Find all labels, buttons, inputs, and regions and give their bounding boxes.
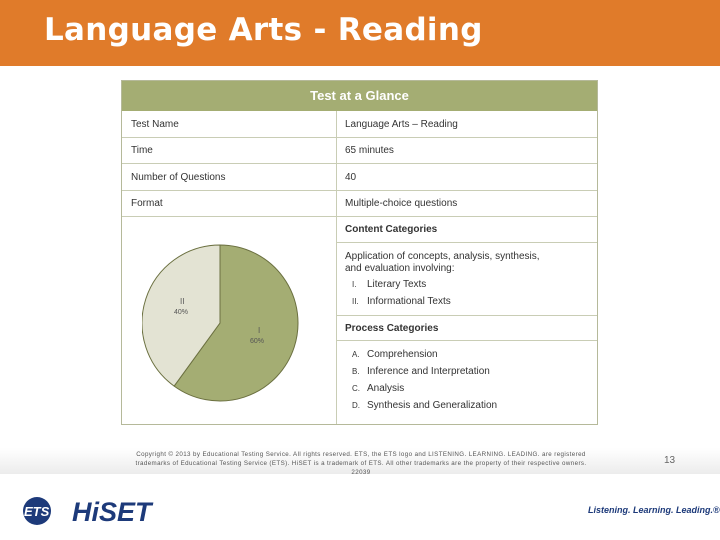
item-text: Literary Texts [367, 279, 427, 290]
table-row [122, 138, 597, 164]
category-pie-chart [142, 241, 312, 411]
row-label: Test Name [131, 119, 179, 130]
item-text: Inference and Interpretation [367, 366, 490, 377]
list-item [352, 296, 451, 307]
ets-tagline: Listening. Learning. Leading.® [588, 505, 720, 515]
ets-logo-text: ETS [24, 504, 50, 519]
table-heading: Test at a Glance [122, 81, 597, 111]
table-row [122, 191, 597, 217]
item-text: Informational Texts [367, 296, 451, 307]
item-number: C. [352, 384, 360, 393]
table-row [122, 164, 597, 191]
row-value: Language Arts – Reading [345, 119, 458, 130]
row-value: 40 [345, 172, 357, 183]
hiset-logo-text: HiSET [72, 497, 152, 526]
content-desc-line: and evaluation involving: [345, 263, 455, 274]
row-label: Format [131, 198, 163, 209]
row-label: Time [131, 145, 153, 156]
slide-number: 13 [664, 455, 676, 466]
ets-logo [22, 496, 64, 526]
cell-divider [337, 315, 597, 316]
cell-divider [337, 340, 597, 341]
item-text: Synthesis and Generalization [367, 400, 498, 411]
list-item [352, 383, 404, 394]
item-number: II. [352, 297, 359, 306]
slide-header [0, 0, 720, 66]
item-number: D. [352, 401, 360, 410]
hiset-logo [70, 494, 162, 526]
item-text: Analysis [367, 383, 405, 394]
slide-title: Language Arts - Reading [44, 12, 483, 48]
row-label: Number of Questions [131, 172, 226, 183]
test-at-a-glance-table [121, 80, 598, 425]
pie-pct-ii: 40% [174, 309, 189, 316]
content-categories-title: Content Categories [345, 224, 438, 235]
pie-pct-i: 60% [250, 338, 265, 345]
content-desc-line: Application of concepts, analysis, synthesis, [345, 251, 540, 262]
list-item [352, 366, 490, 377]
item-number: B. [352, 367, 360, 376]
item-number: I. [352, 280, 357, 289]
list-item [352, 400, 497, 411]
row-value: 65 minutes [345, 145, 394, 156]
pie-label-ii: II [180, 297, 185, 306]
list-item [352, 349, 438, 360]
copyright-notice: Copyright © 2013 by Educational Testing Service. All rights reserved. ETS, the ETS logo and LISTENING. LEARNING. LEADING. are registered trademarks of Educational Testing Service (ETS). HiSET is a trademark of ETS. All other trademarks are the property of their respective owners. 22039 [135, 451, 587, 476]
cell-divider [337, 242, 597, 243]
table-row [122, 111, 597, 138]
pie-label-i: I [258, 326, 261, 335]
column-divider [336, 111, 337, 424]
item-number: A. [352, 350, 360, 359]
list-item [352, 279, 426, 290]
item-text: Comprehension [367, 349, 438, 360]
process-categories-title: Process Categories [345, 323, 439, 334]
row-value: Multiple-choice questions [345, 198, 458, 209]
